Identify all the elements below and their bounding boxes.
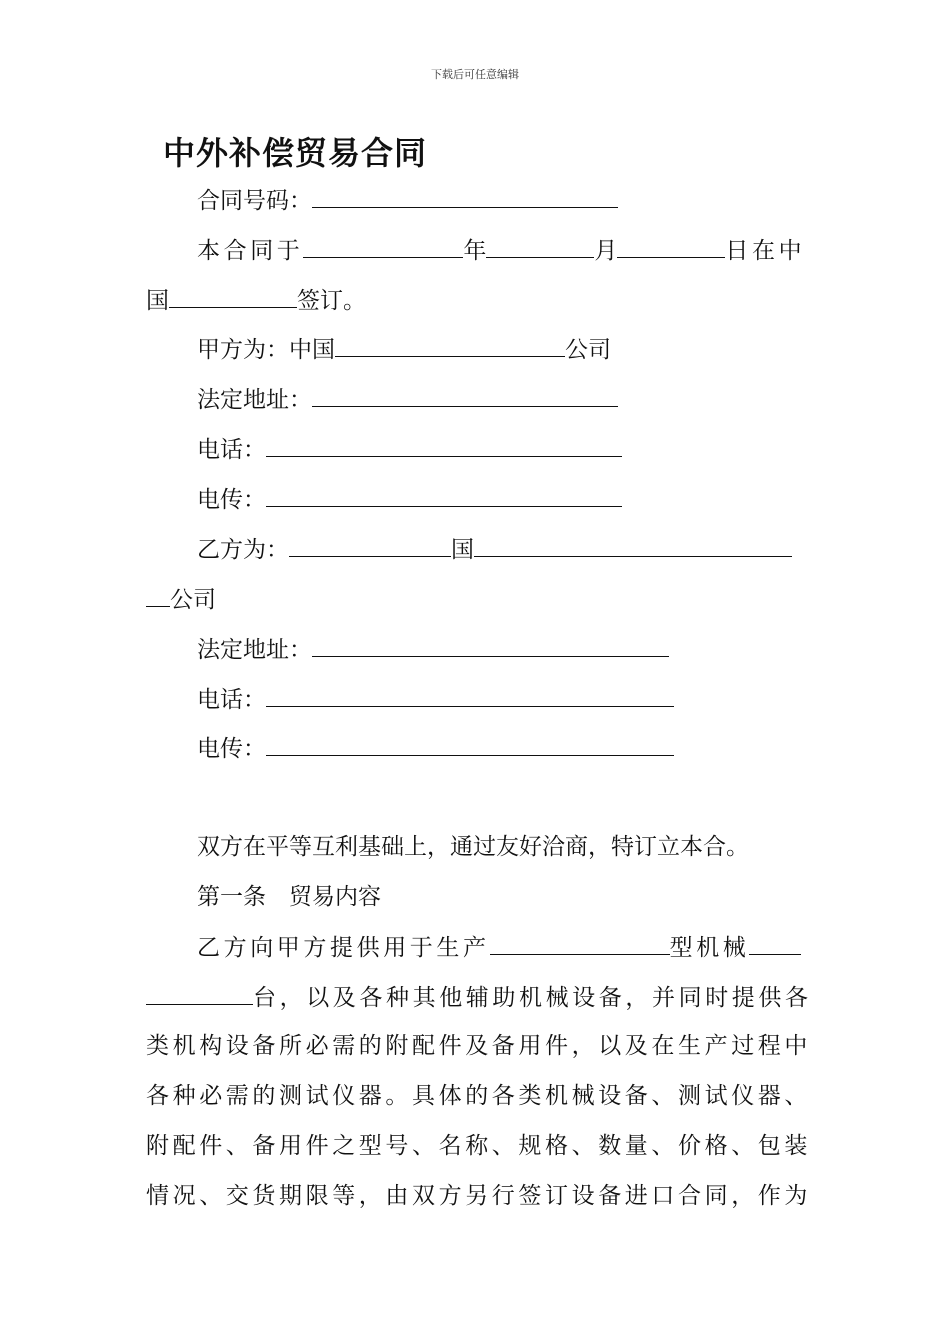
article-1-text-c: 台，以及各种其他辅助机械设备，并同时提供各 — [253, 985, 812, 1011]
country-label: 国 — [146, 288, 169, 314]
party-b-country-label: 国 — [451, 537, 474, 563]
article-1-title: 第一条 贸易内容 — [197, 884, 381, 910]
party-a-address-blank — [312, 384, 618, 407]
party-b-phone-label: 电话： — [197, 687, 266, 713]
party-a-label: 甲方为：中国 — [197, 337, 335, 363]
quantity-blank-cont — [146, 982, 253, 1005]
party-b-name-blank — [474, 534, 792, 557]
signing-place-line — [146, 285, 366, 316]
signing-date-line — [197, 235, 805, 266]
party-b-phone-line — [197, 684, 674, 715]
article-1-text-b: 型机械 — [669, 935, 750, 961]
party-b-label: 乙方为： — [197, 537, 289, 563]
article-1-line-1 — [197, 932, 801, 963]
party-a-address-line — [197, 384, 618, 415]
party-a-phone-line — [197, 434, 622, 465]
quantity-blank — [749, 932, 801, 955]
place-blank — [169, 285, 297, 308]
party-a-address-label: 法定地址： — [197, 387, 312, 413]
document-title: 中外补偿贸易合同 — [163, 134, 428, 172]
party-b-address-line — [197, 634, 669, 665]
month-blank — [486, 235, 594, 258]
year-blank — [303, 235, 463, 258]
party-b-phone-blank — [266, 684, 674, 707]
party-b-telex-blank — [266, 733, 674, 756]
party-b-telex-line — [197, 733, 674, 764]
signed-label: 签订。 — [297, 288, 366, 314]
article-1-text-a: 乙方向甲方提供用于生产 — [197, 935, 490, 961]
party-a-telex-label: 电传： — [197, 487, 266, 513]
contract-number-blank — [312, 185, 618, 208]
party-b-name-blank-cont — [146, 584, 170, 607]
party-a-company: 公司 — [565, 337, 611, 363]
party-b-company: 公司 — [170, 587, 216, 613]
article-1-line-2 — [146, 982, 812, 1013]
party-a-phone-label: 电话： — [197, 437, 266, 463]
article-1-line-5: 附配件、备用件之型号、名称、规格、数量、价格、包装 — [146, 1133, 811, 1159]
date-prefix: 本合同于 — [197, 238, 304, 264]
article-1-line-4: 各种必需的测试仪器。具体的各类机械设备、测试仪器、 — [146, 1083, 811, 1109]
model-blank — [490, 932, 670, 955]
party-b-address-label: 法定地址： — [197, 637, 312, 663]
party-b-telex-label: 电传： — [197, 736, 266, 762]
party-a-telex-blank — [266, 484, 622, 507]
contract-number-line — [197, 185, 618, 216]
day-label: 日在中 — [725, 238, 806, 264]
party-a-phone-blank — [266, 434, 622, 457]
party-a-line — [197, 334, 611, 365]
party-b-line-2 — [146, 584, 216, 615]
day-blank — [617, 235, 725, 258]
article-1-line-6: 情况、交货期限等，由双方另行签订设备进口合同，作为 — [146, 1183, 811, 1209]
party-b-address-blank — [312, 634, 669, 657]
year-label: 年 — [463, 238, 487, 264]
page-header-note: 下载后可任意编辑 — [431, 68, 519, 81]
party-b-country-blank — [289, 534, 451, 557]
party-a-telex-line — [197, 484, 622, 515]
month-label: 月 — [594, 238, 618, 264]
article-1-line-3: 类机构设备所必需的附配件及备用件，以及在生产过程中 — [146, 1033, 811, 1059]
party-a-blank — [335, 334, 565, 357]
contract-number-label: 合同号码： — [197, 188, 312, 214]
intro-paragraph: 双方在平等互利基础上，通过友好洽商，特订立本合。 — [197, 834, 749, 860]
party-b-line — [197, 534, 792, 565]
